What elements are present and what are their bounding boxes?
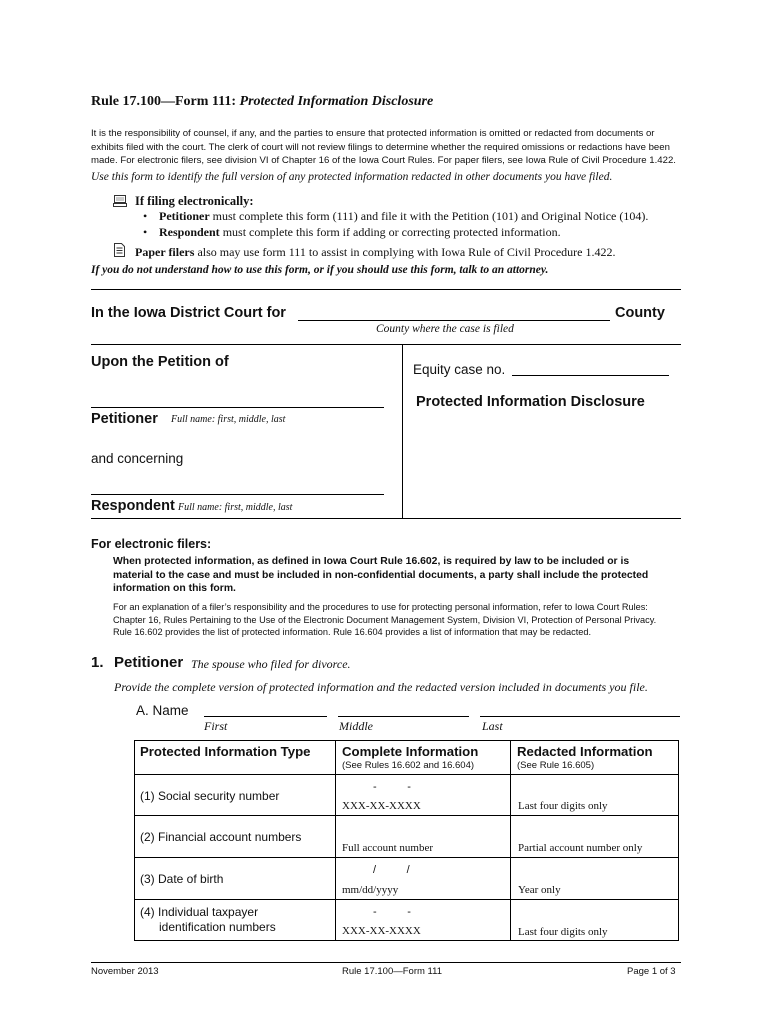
row-type: (2) Financial account numbers — [140, 830, 302, 844]
table-row-divider — [134, 815, 679, 816]
paper-filers-note: Paper filers also may use form 111 to assist in complying with Iowa Rule of Civil Procedure 1.422. — [135, 245, 616, 259]
footer-form: Rule 17.100—Form 111 — [342, 966, 442, 977]
petitioner-hint: Full name: first, middle, last — [171, 414, 286, 425]
equity-case-label: Equity case no. — [413, 362, 506, 377]
petitioner-label: Petitioner — [91, 411, 158, 427]
row-complete-hint[interactable]: XXX-XX-XXXX — [342, 925, 421, 937]
row-redacted-hint[interactable]: Last four digits only — [518, 926, 608, 938]
footer-date: November 2013 — [91, 966, 159, 977]
table-row-divider — [134, 899, 679, 900]
county-hint: County where the case is filed — [376, 323, 514, 335]
intro-line: It is the responsibility of counsel, if any, and the parties to ensure that protected information is omitted or redacted from documents or — [91, 128, 655, 139]
document-icon — [114, 243, 125, 257]
name-label: A. Name — [136, 703, 189, 718]
table-col-divider — [335, 740, 336, 941]
rule-number: Rule 17.100—Form 111: — [91, 94, 237, 109]
row-redacted-hint[interactable]: Partial account number only — [518, 842, 643, 854]
footer-page: Page 1 of 3 — [627, 966, 676, 977]
and-concerning: and concerning — [91, 451, 184, 466]
divider — [91, 289, 681, 290]
bullet-respondent: • Respondent must complete this form if adding or correcting protected information. — [143, 225, 561, 239]
table-header-complete: Complete Information — [342, 744, 479, 759]
row-complete-hint[interactable]: XXX-XX-XXXX — [342, 800, 421, 812]
intro-line: made. For electronic filers, see division VI of Chapter 16 of the Iowa Court Rules. For paper filers, see Iowa Rule of Civil Procedure 1.422. — [91, 155, 676, 166]
table-row-divider — [134, 857, 679, 858]
equity-case-field[interactable] — [512, 375, 669, 376]
row-type-continued: identification numbers — [159, 920, 276, 934]
footer-divider — [91, 962, 681, 963]
county-label: County — [615, 305, 665, 321]
middle-name-field[interactable] — [338, 716, 469, 717]
table-header-redacted-sub: (See Rule 16.605) — [517, 760, 595, 771]
row-separator: - - — [373, 906, 411, 918]
electronic-note-text: For an explanation of a filer’s responsibility and the procedures to use for protecting personal information, refer to Iowa Court Rules: Chapter 16, Rules Pertaining to the Use of the Electronic Document Management System, Division VI, Protection of Personal Privacy. Rule 16.602 provides the list of protected information. Rule 16.604 provides a list of information that may be redacted. — [113, 602, 657, 637]
table-header-redacted: Redacted Information — [517, 744, 653, 759]
divider — [91, 518, 681, 519]
section-instruction: Provide the complete version of protected information and the redacted version included in documents you file. — [114, 680, 648, 694]
row-separator: / / — [373, 864, 410, 876]
row-redacted-hint[interactable]: Year only — [518, 884, 561, 896]
section-title: Petitioner — [114, 654, 184, 671]
row-type: (1) Social security number — [140, 789, 280, 803]
section-subtitle: The spouse who filed for divorce. — [191, 657, 351, 671]
last-caption: Last — [482, 719, 503, 733]
row-redacted-hint[interactable]: Last four digits only — [518, 800, 608, 812]
respondent-label: Respondent — [91, 498, 175, 514]
last-name-field[interactable] — [480, 716, 680, 717]
middle-caption: Middle — [339, 719, 373, 733]
upon-petition-label: Upon the Petition of — [91, 354, 229, 370]
divider — [91, 344, 681, 345]
electronic-filers-heading: For electronic filers: — [91, 537, 212, 551]
table-header-type: Protected Information Type — [140, 744, 311, 759]
form-title: Protected Information Disclosure — [239, 94, 434, 109]
table-header-complete-sub: (See Rules 16.602 and 16.604) — [342, 760, 475, 771]
computer-icon — [113, 195, 127, 207]
first-caption: First — [204, 719, 228, 733]
intro-line: exhibits filed with the court. The clerk of court will not review filings to determine whether the required omissions or redactions have been — [91, 141, 670, 153]
county-field[interactable] — [298, 320, 610, 321]
form-heading — [91, 94, 433, 110]
table-col-divider — [510, 740, 511, 941]
petitioner-name-field[interactable] — [91, 407, 384, 408]
intro-paragraph — [91, 127, 676, 168]
row-separator: - - — [373, 781, 411, 793]
bullet-petitioner: • Petitioner must complete this form (111) and file it with the Petition (101) and Original Notice (104). — [143, 209, 649, 223]
attorney-note: If you do not understand how to use this form, or if you should use this form, talk to an attorney. — [91, 264, 549, 276]
court-heading: In the Iowa District Court for — [91, 305, 286, 321]
first-name-field[interactable] — [204, 716, 327, 717]
caption-divider — [402, 344, 403, 519]
row-type: (3) Date of birth — [140, 872, 224, 886]
table-row-divider — [134, 774, 679, 775]
respondent-hint: Full name: first, middle, last — [178, 502, 293, 513]
electronic-heading: If filing electronically: — [135, 194, 254, 208]
respondent-name-field[interactable] — [91, 494, 384, 495]
row-complete-hint[interactable]: Full account number — [342, 842, 434, 854]
electronic-rule-text: When protected information, as defined in Iowa Court Rule 16.602, is required by law to be included or is material to the case and must be included in non-confidential documents, a party shall include the protected information on this form. — [113, 556, 649, 594]
section-number: 1. — [91, 654, 104, 671]
row-complete-hint[interactable]: mm/dd/yyyy — [342, 884, 399, 896]
use-form-note: Use this form to identify the full version of any protected information redacted in other documents you have filed. — [91, 171, 613, 183]
row-type: (4) Individual taxpayer — [140, 905, 259, 919]
disclosure-title: Protected Information Disclosure — [416, 394, 645, 410]
